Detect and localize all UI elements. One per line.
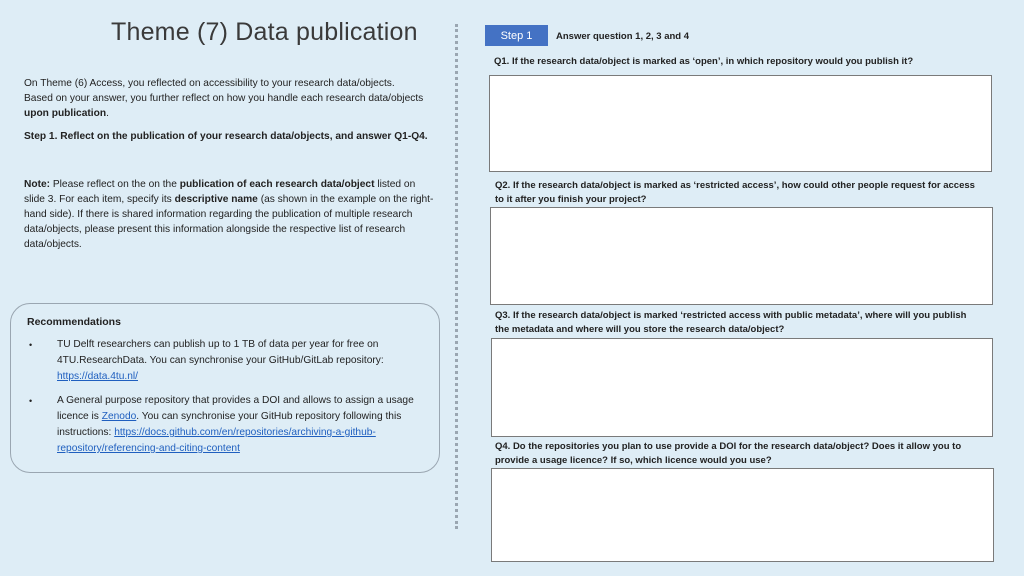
zenodo-link[interactable]: Zenodo [101, 411, 137, 422]
recommendation-1-text: TU Delft researchers can publish up to 1 TB of data per year for free on 4TU.ResearchData. You can synchronise your GitHub/GitLab repository: [57, 339, 384, 366]
intro-text: On Theme (6) Access, you reflected on accessibility to your research data/objects. Based on your answer, you further reflect on how you handle each research data/objects [24, 78, 424, 104]
question-3-label: Q3. If the research data/object is marked ‘restricted access with public metadata’, where will you publish the metadata and where will you store the research data/object? [495, 310, 967, 335]
question-2-label: Q2. If the research data/object is marked as ‘restricted access’, how could other people request for access to it after you finish your project? [495, 180, 975, 205]
intro-bold: upon publication [24, 108, 107, 119]
note-paragraph [24, 177, 434, 252]
note-bold-1: publication of each research data/object [179, 179, 375, 190]
answer-box-4[interactable] [491, 468, 994, 562]
recommendations-title: Recommendations [27, 316, 121, 328]
step1-instruction: Step 1. Reflect on the publication of your research data/objects, and answer Q1-Q4. [24, 131, 428, 142]
note-text-1: Please reflect on the on the [50, 179, 180, 190]
note-bold-2: descriptive name [174, 194, 258, 205]
note-label: Note: [24, 179, 51, 190]
question-4-label: Q4. Do the repositories you plan to use provide a DOI for the research data/object? Does it allow you to provide a usage licence? If so, which licence would you use? [495, 441, 962, 466]
recommendation-2-text-2: . You can synchronise your GitHub repository following this instructions: [57, 411, 402, 438]
page-title: Theme (7) Data publication [111, 18, 418, 46]
answer-instruction: Answer question 1, 2, 3 and 4 [556, 31, 690, 42]
intro-end: . [106, 108, 109, 119]
bullet-icon: • [29, 340, 33, 350]
recommendation-item-2 [29, 393, 432, 457]
4tu-link[interactable]: https://data.4tu.nl/ [57, 371, 138, 382]
github-docs-link[interactable]: https://docs.github.com/en/repositories/archiving-a-github-repository/referencing-and-citing-content [57, 427, 376, 454]
note-text-3: (as shown in the example on the right-hand side). If there is shared information regarding the publication of multiple research data/objects, please present this information alongside the respective list of research data/objects. [24, 194, 434, 250]
bullet-icon: • [29, 396, 33, 406]
recommendation-2-text-1: A General purpose repository that provides a DOI and allows to assign a usage licence is [57, 395, 414, 422]
answer-box-2[interactable] [490, 207, 993, 305]
step-badge: Step 1 [485, 25, 548, 46]
note-text-2: listed on slide 3. For each item, specify its [24, 179, 416, 205]
answer-box-3[interactable] [491, 338, 993, 437]
column-divider [455, 24, 458, 529]
recommendations-panel [10, 303, 440, 473]
answer-box-1[interactable] [489, 75, 992, 172]
intro-paragraph [24, 76, 424, 121]
question-1-label: Q1. If the research data/object is marked as ‘open’, in which repository would you publish it? [494, 56, 914, 67]
recommendation-item-1 [29, 337, 432, 385]
